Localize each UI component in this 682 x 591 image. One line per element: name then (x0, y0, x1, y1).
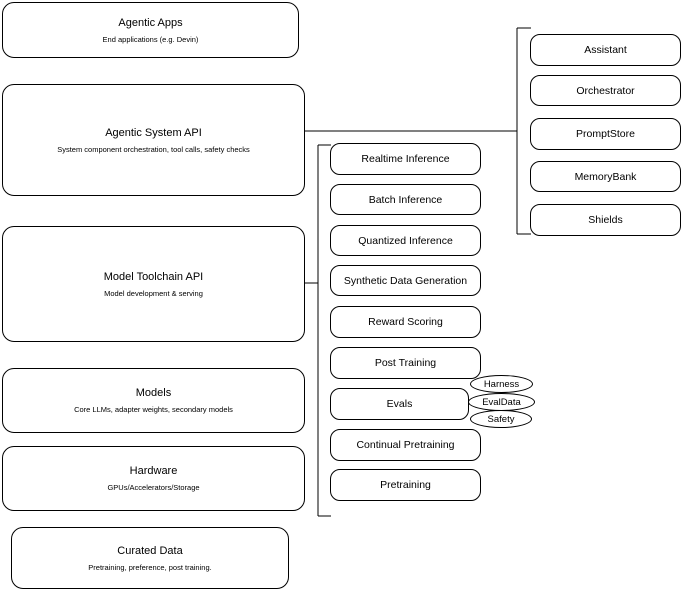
stack-layer-subtitle: End applications (e.g. Devin) (102, 34, 199, 44)
capability-post-training[interactable] (330, 347, 481, 379)
capability-batch-inference[interactable] (330, 184, 481, 215)
stack-layer-models[interactable] (2, 368, 305, 433)
capability-continual-pretraining[interactable] (330, 429, 481, 461)
capability-label: Synthetic Data Generation (343, 274, 468, 287)
stack-layer-subtitle: Pretraining, preference, post training. (88, 562, 212, 572)
stack-layer-subtitle: Model development & serving (104, 288, 203, 298)
eval-tag-label: EvalData (482, 396, 521, 408)
capability-reward-scoring[interactable] (330, 306, 481, 338)
stack-layer-model-toolchain-api[interactable] (2, 226, 305, 342)
capability-synthetic-data-generation[interactable] (330, 265, 481, 296)
capability-evals[interactable] (330, 388, 469, 420)
agentic-component-orchestrator[interactable] (530, 75, 681, 106)
stack-layer-title: Models (135, 387, 172, 399)
stack-layer-title: Curated Data (117, 544, 183, 557)
stack-layer-agentic-apps[interactable] (2, 2, 299, 58)
agentic-component-label: MemoryBank (574, 170, 637, 183)
capability-label: Evals (386, 398, 413, 410)
agentic-component-shields[interactable] (530, 204, 681, 236)
eval-tag-label: Harness (483, 378, 520, 390)
capability-label: Realtime Inference (361, 153, 450, 165)
eval-tag-evaldata[interactable] (468, 393, 535, 411)
stack-layer-hardware[interactable] (2, 446, 305, 511)
stack-layer-title: Agentic Apps (118, 16, 183, 29)
stack-layer-title: Agentic System API (105, 126, 202, 139)
stack-layer-subtitle: System component orchestration, tool calls, safety checks (57, 144, 250, 154)
capability-quantized-inference[interactable] (330, 225, 481, 256)
capability-label: Quantized Inference (358, 234, 453, 247)
stack-layer-title: Model Toolchain API (103, 270, 204, 283)
capability-label: Post Training (374, 357, 437, 369)
stack-layer-subtitle: Core LLMs, adapter weights, secondary models (74, 405, 233, 414)
capability-label: Reward Scoring (368, 316, 443, 328)
agentic-component-label: PromptStore (576, 128, 635, 140)
stack-layer-agentic-system-api[interactable] (2, 84, 305, 196)
agentic-component-promptstore[interactable] (530, 118, 681, 150)
capability-label: Batch Inference (368, 193, 443, 206)
stack-layer-curated-data[interactable] (11, 527, 289, 589)
agentic-component-assistant[interactable] (530, 34, 681, 66)
eval-tag-harness[interactable] (470, 375, 533, 393)
capability-realtime-inference[interactable] (330, 143, 481, 175)
eval-tag-label: Safety (487, 413, 515, 425)
agentic-component-label: Shields (588, 214, 623, 226)
eval-tag-safety[interactable] (470, 410, 532, 428)
agentic-component-label: Assistant (584, 44, 627, 56)
capability-label: Continual Pretraining (356, 439, 455, 451)
stack-layer-subtitle: GPUs/Accelerators/Storage (107, 483, 200, 492)
agentic-component-memorybank[interactable] (530, 161, 681, 192)
capability-pretraining[interactable] (330, 469, 481, 501)
capability-label: Pretraining (380, 479, 431, 491)
stack-layer-title: Hardware (129, 465, 178, 477)
agentic-component-label: Orchestrator (576, 84, 635, 97)
